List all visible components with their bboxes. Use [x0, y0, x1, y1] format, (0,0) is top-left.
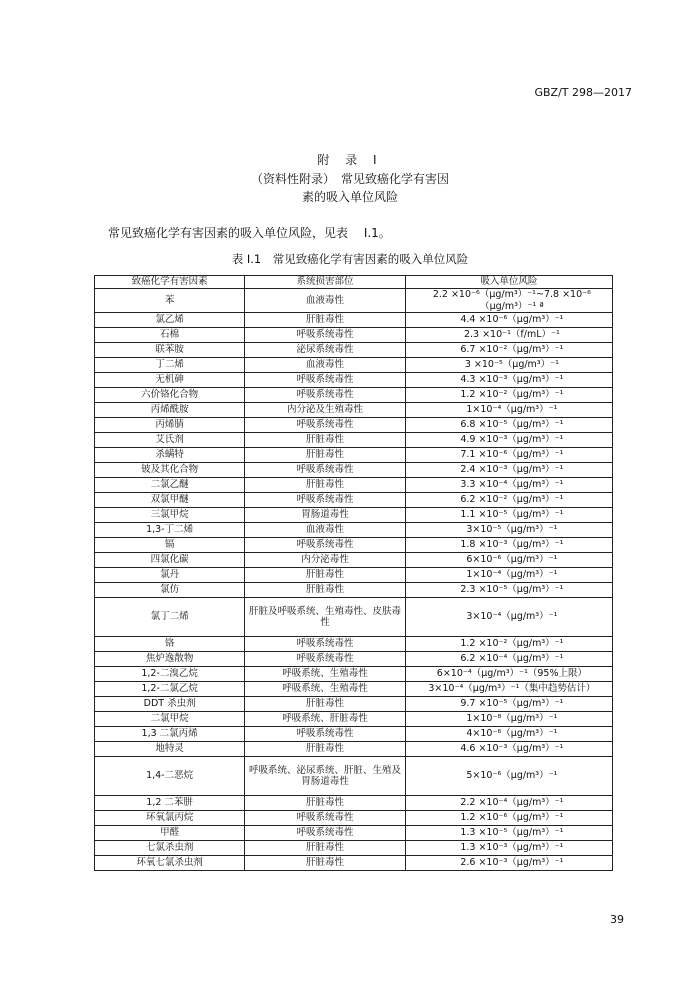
cell-agent: 氯丹: [95, 568, 245, 583]
table-row: [95, 373, 613, 388]
appendix-title: 附 录 I: [317, 153, 383, 167]
cell-agent: 焦炉逸散物: [95, 652, 245, 667]
cell-system: 呼吸系统、生殖毒性: [245, 682, 406, 697]
header-agent: 致癌化学有害因素: [95, 276, 245, 289]
cell-risk: 1×10⁻⁴（μg/m³）⁻¹: [405, 568, 612, 583]
cell-agent: 环氧氯丙烷: [95, 811, 245, 826]
cell-system: 呼吸系统毒性: [245, 388, 406, 403]
appendix-subtitle-line2: 素的吸入单位风险: [301, 190, 398, 204]
cell-agent: 二氯乙醚: [95, 478, 245, 493]
cell-system: 肝脏毒性: [245, 856, 406, 871]
cell-system: 肝脏毒性: [245, 433, 406, 448]
cell-system: 呼吸系统毒性: [245, 727, 406, 742]
cell-agent: 苯: [95, 289, 245, 313]
cell-risk: 5×10⁻⁶（μg/m³）⁻¹: [405, 757, 612, 796]
cell-agent: 氯丁二烯: [95, 598, 245, 637]
cell-agent: 七氯杀虫剂: [95, 841, 245, 856]
cell-risk: 6.7 ×10⁻²（μg/m³）⁻¹: [405, 343, 612, 358]
cell-risk: 9.7 ×10⁻⁵（μg/m³）⁻¹: [405, 697, 612, 712]
cell-risk: 2.2 ×10⁻⁶（μg/m³）⁻¹~7.8 ×10⁻⁶（μg/m³）⁻¹ ª: [405, 289, 612, 313]
cell-system: 肝脏毒性: [245, 313, 406, 328]
cell-risk: 6.2 ×10⁻⁴（μg/m³）⁻¹: [405, 652, 612, 667]
cell-risk: 4×10⁻⁶（μg/m³）⁻¹: [405, 727, 612, 742]
page-number: 39: [610, 913, 624, 926]
table-row: [95, 637, 613, 652]
cell-risk: 1.1 ×10⁻⁵（μg/m³）⁻¹: [405, 508, 612, 523]
cell-agent: 氯乙烯: [95, 313, 245, 328]
cell-system: 呼吸系统毒性: [245, 418, 406, 433]
cell-risk: 2.6 ×10⁻³（μg/m³）⁻¹: [405, 856, 612, 871]
cell-risk: 2.4 ×10⁻³（μg/m³）⁻¹: [405, 463, 612, 478]
cell-agent: 1,2-二溴乙烷: [95, 667, 245, 682]
cell-agent: 1,4-二恶烷: [95, 757, 245, 796]
table-row: [95, 697, 613, 712]
table-row: [95, 652, 613, 667]
cell-system: 内分泌毒性: [245, 553, 406, 568]
cell-risk: 3×10⁻⁴（μg/m³）⁻¹: [405, 598, 612, 637]
cell-risk: 3.3 ×10⁻⁴（μg/m³）⁻¹: [405, 478, 612, 493]
cell-system: 肝脏毒性: [245, 796, 406, 811]
cell-agent: 四氯化碳: [95, 553, 245, 568]
table-row: [95, 508, 613, 523]
cell-system: 胃肠道毒性: [245, 508, 406, 523]
table-row: [95, 796, 613, 811]
intro-paragraph: 常见致癌化学有害因素的吸入单位风险，见表 I.1。: [108, 226, 391, 240]
cell-agent: 联苯胺: [95, 343, 245, 358]
table-row: [95, 682, 613, 697]
table-row: [95, 523, 613, 538]
cell-risk: 2.3 ×10⁻⁵（μg/m³）⁻¹: [405, 583, 612, 598]
cell-system: 肝脏毒性: [245, 448, 406, 463]
cell-risk: 6×10⁻⁴（μg/m³）⁻¹（95%上限）: [405, 667, 612, 682]
inhalation-risk-table: [94, 275, 613, 871]
cell-agent: 丙烯酰胺: [95, 403, 245, 418]
cell-system: 呼吸系统毒性: [245, 538, 406, 553]
table-row: [95, 463, 613, 478]
cell-system: 呼吸系统、生殖毒性: [245, 667, 406, 682]
table-body: [95, 289, 613, 871]
cell-system: 呼吸系统、泌尿系统、肝脏、生殖及胃肠道毒性: [245, 757, 406, 796]
cell-system: 呼吸系统毒性: [245, 373, 406, 388]
table-row: [95, 433, 613, 448]
cell-agent: 甲醛: [95, 826, 245, 841]
table-row: [95, 289, 613, 313]
cell-agent: 石棉: [95, 328, 245, 343]
cell-risk: 1.3 ×10⁻⁵（μg/m³）⁻¹: [405, 826, 612, 841]
cell-risk: 4.6 ×10⁻³（μg/m³）⁻¹: [405, 742, 612, 757]
table-row: [95, 358, 613, 373]
table-row: [95, 841, 613, 856]
cell-agent: 丁二烯: [95, 358, 245, 373]
cell-system: 肝脏毒性: [245, 568, 406, 583]
cell-system: 呼吸系统毒性: [245, 637, 406, 652]
table-row: [95, 568, 613, 583]
cell-system: 呼吸系统毒性: [245, 463, 406, 478]
cell-system: 肝脏及呼吸系统、生殖毒性、皮肤毒性: [245, 598, 406, 637]
cell-system: 内分泌及生殖毒性: [245, 403, 406, 418]
cell-risk: 1.2 ×10⁻²（μg/m³）⁻¹: [405, 388, 612, 403]
cell-system: 肝脏毒性: [245, 478, 406, 493]
cell-system: 血液毒性: [245, 523, 406, 538]
cell-system: 泌尿系统毒性: [245, 343, 406, 358]
cell-agent: 1,2 二苯肼: [95, 796, 245, 811]
cell-agent: 三氯甲烷: [95, 508, 245, 523]
table-row: [95, 493, 613, 508]
cell-risk: 6×10⁻⁶（μg/m³）⁻¹: [405, 553, 612, 568]
cell-risk: 7.1 ×10⁻⁶（μg/m³）⁻¹: [405, 448, 612, 463]
cell-agent: 艾氏剂: [95, 433, 245, 448]
cell-risk: 6.8 ×10⁻⁵（μg/m³）⁻¹: [405, 418, 612, 433]
table-row: [95, 757, 613, 796]
table-row: [95, 328, 613, 343]
cell-system: 呼吸系统毒性: [245, 826, 406, 841]
table-row: [95, 538, 613, 553]
table-header-row: [95, 276, 613, 289]
cell-agent: 1,3-丁二烯: [95, 523, 245, 538]
cell-system: 呼吸系统毒性: [245, 811, 406, 826]
table-row: [95, 313, 613, 328]
cell-agent: 杀螨特: [95, 448, 245, 463]
cell-agent: 六价铬化合物: [95, 388, 245, 403]
table-row: [95, 727, 613, 742]
table-row: [95, 856, 613, 871]
cell-system: 血液毒性: [245, 289, 406, 313]
cell-agent: 双氯甲醚: [95, 493, 245, 508]
table-row: [95, 712, 613, 727]
cell-system: 呼吸系统、肝脏毒性: [245, 712, 406, 727]
table-row: [95, 388, 613, 403]
table-row: [95, 583, 613, 598]
standard-number: GBZ/T 298—2017: [534, 86, 632, 99]
cell-risk: 1.3 ×10⁻³（μg/m³）⁻¹: [405, 841, 612, 856]
cell-risk: 4.3 ×10⁻³（μg/m³）⁻¹: [405, 373, 612, 388]
table-row: [95, 811, 613, 826]
cell-agent: 1,3 二氯丙烯: [95, 727, 245, 742]
cell-risk: 4.4 ×10⁻⁶（μg/m³）⁻¹: [405, 313, 612, 328]
table-row: [95, 418, 613, 433]
table-row: [95, 667, 613, 682]
cell-risk: 1×10⁻⁸（μg/m³）⁻¹: [405, 712, 612, 727]
cell-system: 肝脏毒性: [245, 583, 406, 598]
cell-system: 肝脏毒性: [245, 841, 406, 856]
cell-system: 肝脏毒性: [245, 742, 406, 757]
cell-agent: 氯仿: [95, 583, 245, 598]
cell-agent: DDT 杀虫剂: [95, 697, 245, 712]
cell-agent: 地特灵: [95, 742, 245, 757]
cell-risk: 1.2 ×10⁻²（μg/m³）⁻¹: [405, 637, 612, 652]
cell-agent: 镉: [95, 538, 245, 553]
cell-system: 呼吸系统毒性: [245, 493, 406, 508]
cell-risk: 2.3 ×10⁻¹（f/mL）⁻¹: [405, 328, 612, 343]
table-row: [95, 742, 613, 757]
cell-system: 呼吸系统毒性: [245, 328, 406, 343]
cell-risk: 1×10⁻⁴（μg/m³）⁻¹: [405, 403, 612, 418]
table-row: [95, 478, 613, 493]
cell-agent: 二氯甲烷: [95, 712, 245, 727]
appendix-subtitle: （资料性附录） 常见致癌化学有害因: [250, 172, 449, 186]
cell-system: 呼吸系统毒性: [245, 652, 406, 667]
table-row: [95, 448, 613, 463]
cell-risk: 3×10⁻⁵（μg/m³）⁻¹: [405, 523, 612, 538]
cell-agent: 无机砷: [95, 373, 245, 388]
header-risk: 吸入单位风险: [405, 276, 612, 289]
table-caption: 表 I.1 常见致癌化学有害因素的吸入单位风险: [231, 252, 469, 266]
cell-system: 血液毒性: [245, 358, 406, 373]
table-row: [95, 826, 613, 841]
cell-risk: 6.2 ×10⁻²（μg/m³）⁻¹: [405, 493, 612, 508]
table-row: [95, 403, 613, 418]
table-row: [95, 553, 613, 568]
table-row: [95, 343, 613, 358]
table-row: [95, 598, 613, 637]
cell-risk: 3×10⁻⁴（μg/m³）⁻¹（集中趋势估计）: [405, 682, 612, 697]
cell-risk: 2.2 ×10⁻⁴（μg/m³）⁻¹: [405, 796, 612, 811]
cell-agent: 1,2-二氯乙烷: [95, 682, 245, 697]
cell-risk: 1.8 ×10⁻³（μg/m³）⁻¹: [405, 538, 612, 553]
cell-risk: 3 ×10⁻⁵（μg/m³）⁻¹: [405, 358, 612, 373]
cell-system: 肝脏毒性: [245, 697, 406, 712]
header-system: 系统损害部位: [245, 276, 406, 289]
cell-risk: 4.9 ×10⁻³（μg/m³）⁻¹: [405, 433, 612, 448]
cell-agent: 丙烯腈: [95, 418, 245, 433]
cell-agent: 铍及其化合物: [95, 463, 245, 478]
cell-risk: 1.2 ×10⁻⁶（μg/m³）⁻¹: [405, 811, 612, 826]
cell-agent: 铬: [95, 637, 245, 652]
cell-agent: 环氧七氯杀虫剂: [95, 856, 245, 871]
